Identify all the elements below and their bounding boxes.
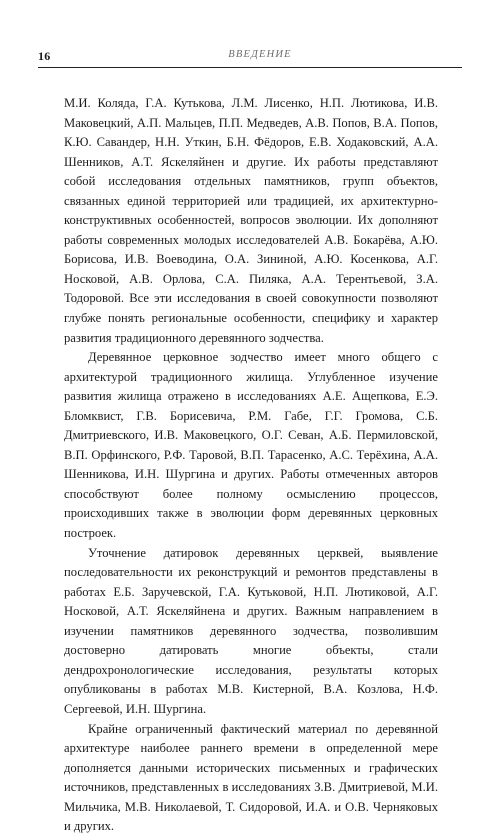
header-rule: [38, 67, 462, 68]
running-title: ВВЕДЕНИЕ: [228, 49, 292, 60]
paragraph-4: Крайне ограниченный фактический материал по деревянной архитектуре наиболее раннего времени в определенной мере дополняется данными исторических письменных и графических источников, представленных в исследованиях З.В. Дмитриевой, М.И. Мильчика, М.В. Николаевой, Т. Сидоровой, И.А. и О.В. Черняковых и других.: [64, 721, 438, 834]
paragraph-3: Уточнение датировок деревянных церквей, выявление последовательности их реконструкций и ремонтов представлены в работах Е.Б. Заручевской, Г.А. Кутьковой, Н.П. Лютиковой, А.Г. Носковой, А.Т. Яскеляйнена и других. Важным направлением в изучении памятников деревянного зодчества, позволившим достоверно датировать многие объекты, стали дендрохронологические исследования, результаты которых опубликованы в работах М.В. Кистерной, В.А. Козлова, Н.Ф. Сергеевой, И.Н. Шургина.: [64, 545, 438, 716]
paragraph-2: Деревянное церковное зодчество имеет много общего с архитектурой традиционного жилища. Углубленное изучение развития жилища отражено в исследованиях А.Е. Ащепкова, Е.Э. Бломквист, Г.В. Борисевича, Р.М. Габе, Г.Г. Громова, С.Б. Дмитриевского, И.В. Маковецкого, О.Г. Севан, А.Б. Пермиловской, В.П. Орфинского, Р.Ф. Таровой, В.П. Тарасенко, А.С. Терёхина, А.А. Шенникова, И.Н. Шургина и других. Работы отмеченных авторов способствуют более полному осмыслению процессов, происходивших также в эволюции форм деревянных церковных построек.: [64, 350, 438, 541]
paragraph-1: М.И. Коляда, Г.А. Кутькова, Л.М. Лисенко, Н.П. Лютикова, И.В. Маковецкий, А.П. Мальцев, П.П. Медведев, А.В. Попов, В.А. Попов, К.Ю. Савандер, Н.Н. Уткин, Б.Н. Фёдоров, Е.В. Ходаковский, А.А. Шенников, А.Т. Яскеляйнен и другие. Их работы представляют собой исследования отдельных памятников, групп объектов, связанных единой территорией или традицией, их архитектурно-конструктивных особенностей, вопросов эволюции. Их дополняют работы современных молодых исследователей А.В. Бокарёва, А.Ю. Борисова, И.В. Воеводина, О.А. Зининой, А.Ю. Косенкова, А.Г. Носковой, А.В. Орлова, С.А. Пиляка, А.А. Терентьевой, З.А. Тодоровой. Все эти исследования в своей совокупности позволяют глубже понять региональные особенности, специфику и характер развития традиционного деревянного зодчества.: [64, 96, 438, 345]
body-text: [64, 94, 438, 837]
page-number: 16: [38, 49, 51, 63]
